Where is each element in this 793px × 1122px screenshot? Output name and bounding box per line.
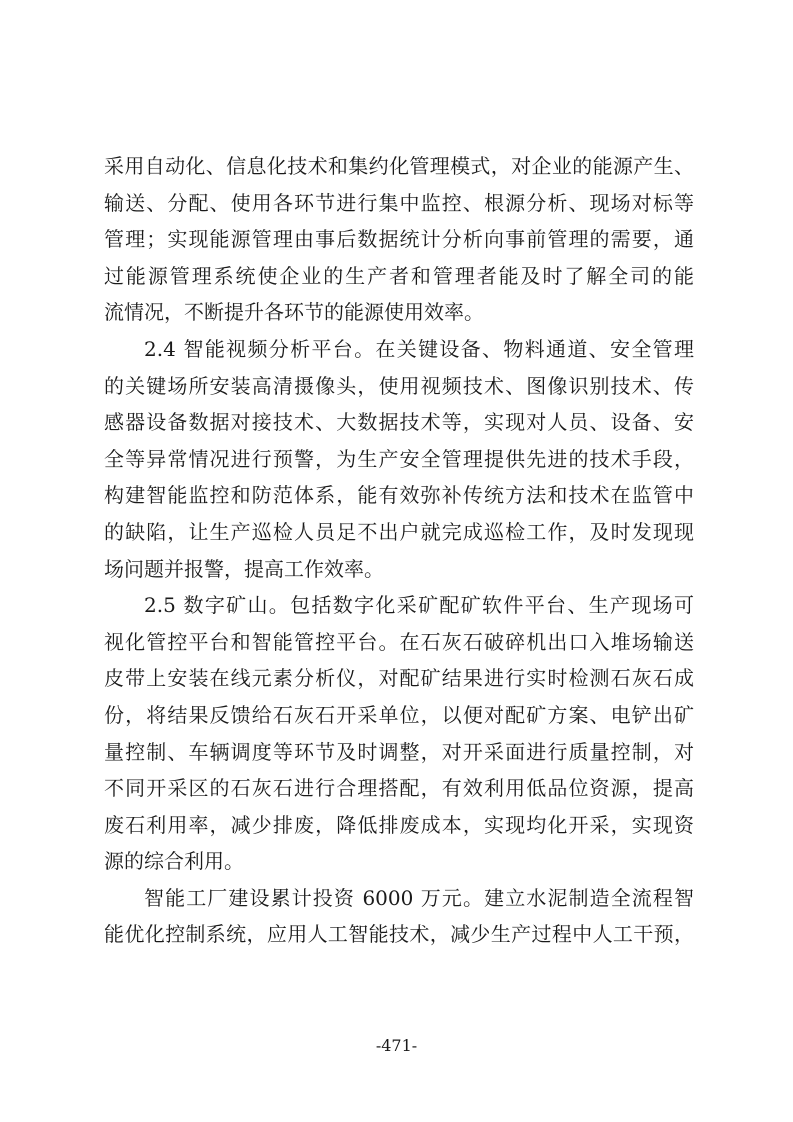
text-line: 量控制、车辆调度等环节及时调整，对开采面进行质量控制，对	[104, 739, 694, 764]
text-line: 源的综合利用。	[104, 849, 244, 874]
text-line: 皮带上安装在线元素分析仪，对配矿结果进行实时检测石灰石成	[104, 666, 694, 691]
page-number: -471-	[375, 1036, 418, 1055]
text-line: 的关键场所安装高清摄像头，使用视频技术、图像识别技术、传	[104, 373, 694, 398]
text-line: 场问题并报警，提高工作效率。	[104, 556, 384, 581]
text-line: 的缺陷，让生产巡检人员足不出户就完成巡检工作，及时发现现	[104, 519, 694, 544]
text-line: 全等异常情况进行预警，为生产安全管理提供先进的技术手段，	[104, 446, 694, 471]
body-text	[104, 148, 694, 953]
text-line: 能优化控制系统，应用人工智能技术，减少生产过程中人工干预，	[104, 922, 694, 947]
text-line: 流情况，不断提升各环节的能源使用效率。	[104, 300, 484, 325]
text-line: 过能源管理系统使企业的生产者和管理者能及时了解全司的能	[104, 263, 694, 288]
text-line: 管理；实现能源管理由事后数据统计分析向事前管理的需要，通	[104, 227, 694, 252]
text-line: 废石利用率，减少排废，降低排废成本，实现均化开采，实现资	[104, 812, 694, 837]
text-line: 采用自动化、信息化技术和集约化管理模式，对企业的能源产生、	[104, 154, 694, 178]
text-line: 构建智能监控和防范体系，能有效弥补传统方法和技术在监管中	[104, 483, 694, 508]
investment-paragraph-line: 智能工厂建设累计投资 6000 万元。建立水泥制造全流程智	[144, 885, 694, 910]
text-line: 输送、分配、使用各环节进行集中监控、根源分析、现场对标等	[104, 190, 694, 215]
text-line: 不同开采区的石灰石进行合理搭配，有效利用低品位资源，提高	[104, 776, 694, 801]
text-line: 视化管控平台和智能管控平台。在石灰石破碎机出口入堆场输送	[104, 629, 694, 654]
text-line: 份，将结果反馈给石灰石开采单位，以便对配矿方案、电铲出矿	[104, 702, 694, 727]
section-2-4-heading-line: 2.4 智能视频分析平台。在关键设备、物料通道、安全管理	[144, 336, 694, 361]
section-2-5-heading-line: 2.5 数字矿山。包括数字化采矿配矿软件平台、生产现场可	[144, 593, 694, 618]
text-line: 感器设备数据对接技术、大数据技术等，实现对人员、设备、安	[104, 410, 694, 435]
